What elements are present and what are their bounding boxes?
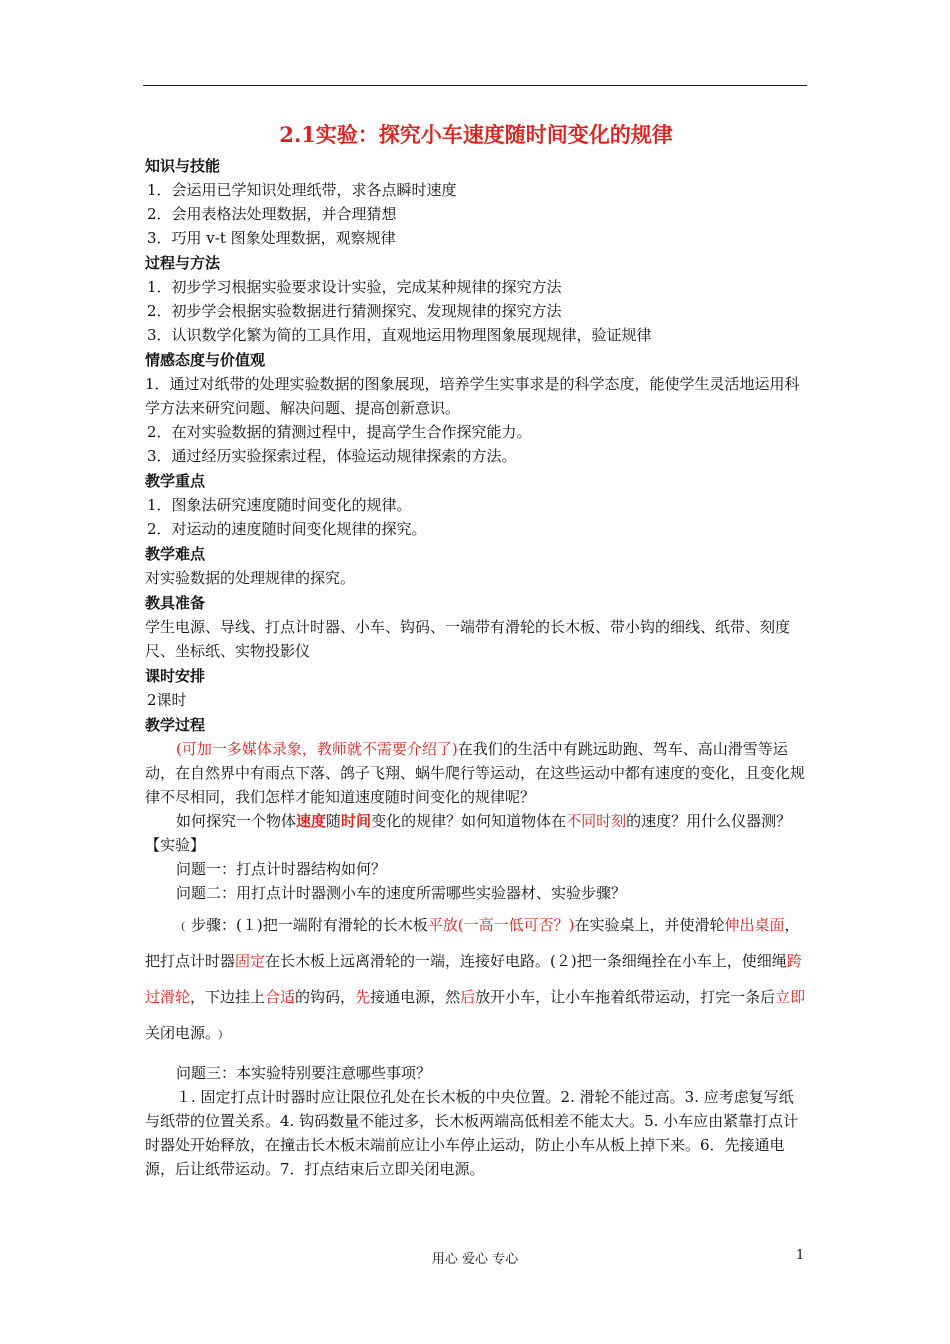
- step-highlight: 立即: [775, 988, 806, 1006]
- list-item: 1．会运用已学知识处理纸带，求各点瞬时速度: [147, 181, 457, 199]
- highlight-moment: 不同时刻: [566, 812, 627, 830]
- list-item: 3．通过经历实验探索过程，体验运动规律探索的方法。: [147, 447, 517, 465]
- question-one: 问题一：打点计时器结构如何？: [176, 860, 387, 878]
- list-item: 3．认识数学化繁为简的工具作用，直观地运用物理图象展现规律，验证规律: [147, 326, 652, 344]
- step-text: 放开小车，让小车拖着纸带运动，打完一条后: [475, 988, 776, 1006]
- heading-emotion: 情感态度与价值观: [145, 351, 266, 369]
- step-highlight: 固定: [235, 952, 266, 970]
- schedule-text: 2课时: [147, 691, 187, 709]
- step-highlight: 合适: [265, 988, 296, 1006]
- step-highlight: 伸出桌面: [724, 916, 785, 934]
- step-text: 的钩码，: [295, 988, 356, 1006]
- step-text: 接通电源，然: [370, 988, 461, 1006]
- list-item: 2．会用表格法处理数据，并合理猜想: [147, 205, 397, 223]
- intro-text: 在我们的生活中有跳远助跑、驾车、高山滑雪等运动，在自然界中有雨点下落、鸽子飞翔、蜗牛爬行等运动，在这些运动中都有速度的变化，且变化规律不尽相同，我们怎样才能知道速度随时间变化的规律呢？: [145, 740, 806, 806]
- heading-procedure: 教学过程: [145, 716, 206, 734]
- step-highlight: 跨过滑轮: [145, 952, 802, 1006]
- question-three: 问题三：本实验特别要注意哪些事项？: [176, 1064, 432, 1082]
- equipment-text: 学生电源、导线、打点计时器、小车、钩码、一端带有滑轮的长木板、带小钩的细线、纸带、刻度尺、坐标纸、实物投影仪: [145, 618, 791, 660]
- step-text: 在实验桌上，并使滑轮: [574, 916, 725, 934]
- intro-media-note: (可加一多媒体录象，教师就不需要介绍了): [176, 740, 458, 758]
- highlight-time: 时间: [341, 812, 372, 830]
- step-text: ﹙步骤：(１)把一端附有滑轮的长木板: [176, 916, 428, 934]
- step-text: ，下边挂上: [190, 988, 266, 1006]
- list-item: 1．初步学习根据实验要求设计实验，完成某种规律的探究方法: [147, 278, 562, 296]
- heading-difficulty: 教学难点: [145, 545, 206, 563]
- header-rule: [143, 85, 807, 86]
- question-text: 随: [326, 812, 342, 830]
- step-highlight: 平放: [427, 916, 458, 934]
- heading-equipment: 教具准备: [145, 594, 206, 612]
- highlight-speed: 速度: [296, 812, 327, 830]
- procedure-question: [145, 809, 807, 833]
- procedure-intro: [145, 737, 807, 809]
- question-text: 的速度？用什么仪器测？: [626, 812, 792, 830]
- list-item: 1．图象法研究速度随时间变化的规律。: [147, 496, 412, 514]
- experiment-label: 【实验】: [145, 836, 206, 854]
- step-highlight: 后: [460, 988, 476, 1006]
- step-text: 关闭电源。﹚: [145, 1024, 228, 1042]
- question-text: 变化的规律？如何知道物体在: [371, 812, 567, 830]
- experiment-steps: [145, 907, 807, 1051]
- step-highlight: (一高一低可否？): [457, 916, 575, 934]
- question-two: 问题二：用打点计时器测小车的速度所需哪些实验器材、实验步骤？: [176, 884, 627, 902]
- step-text: ，把打点计时器: [145, 916, 800, 970]
- question-text: 如何探究一个物体: [176, 812, 297, 830]
- step-text: 在长木板上远离滑轮的一端，连接好电路。(２)把一条细绳拴在小车上，使细绳: [265, 952, 787, 970]
- notes-text: １. 固定打点计时器时应让限位孔处在长木板的中央位置。2. 滑轮不能过高。3. 应考虑复写纸与纸带的位置关系。4. 钩码数量不能过多，长木板两端高低相差不能太大。5. 小车应由紧靠打点计时器处开始释放，在撞击长木板末端前应让小车停止运动，防止小车从板上掉下来。6．先接通电源，后让纸带运动。7．打点结束后立即关闭电源。: [145, 1088, 799, 1178]
- heading-knowledge: 知识与技能: [145, 157, 221, 175]
- heading-keypoints: 教学重点: [145, 472, 206, 490]
- list-item: 2．对运动的速度随时间变化规律的探究。: [147, 520, 427, 538]
- page-title: 2.1实验：探究小车速度随时间变化的规律: [279, 122, 673, 147]
- heading-schedule: 课时安排: [145, 667, 206, 685]
- step-highlight: 先: [355, 988, 371, 1006]
- heading-process: 过程与方法: [145, 254, 221, 272]
- page-number: 1: [796, 1248, 805, 1263]
- difficulty-text: 对实验数据的处理规律的探究。: [145, 569, 356, 587]
- spacer: [145, 1051, 807, 1061]
- list-item: 3．巧用 v-t 图象处理数据，观察规律: [147, 229, 396, 247]
- document-body: [145, 118, 807, 1181]
- footer-slogan: 用心 爱心 专心: [431, 1252, 519, 1267]
- list-item: 2．初步学会根据实验数据进行猜测探究、发现规律的探究方法: [147, 302, 562, 320]
- list-item: 2．在对实验数据的猜测过程中，提高学生合作探究能力。: [147, 423, 532, 441]
- list-item: 1．通过对纸带的处理实验数据的图象展现，培养学生实事求是的科学态度，能使学生灵活地运用科学方法来研究问题、解决问题、提高创新意识。: [145, 375, 800, 417]
